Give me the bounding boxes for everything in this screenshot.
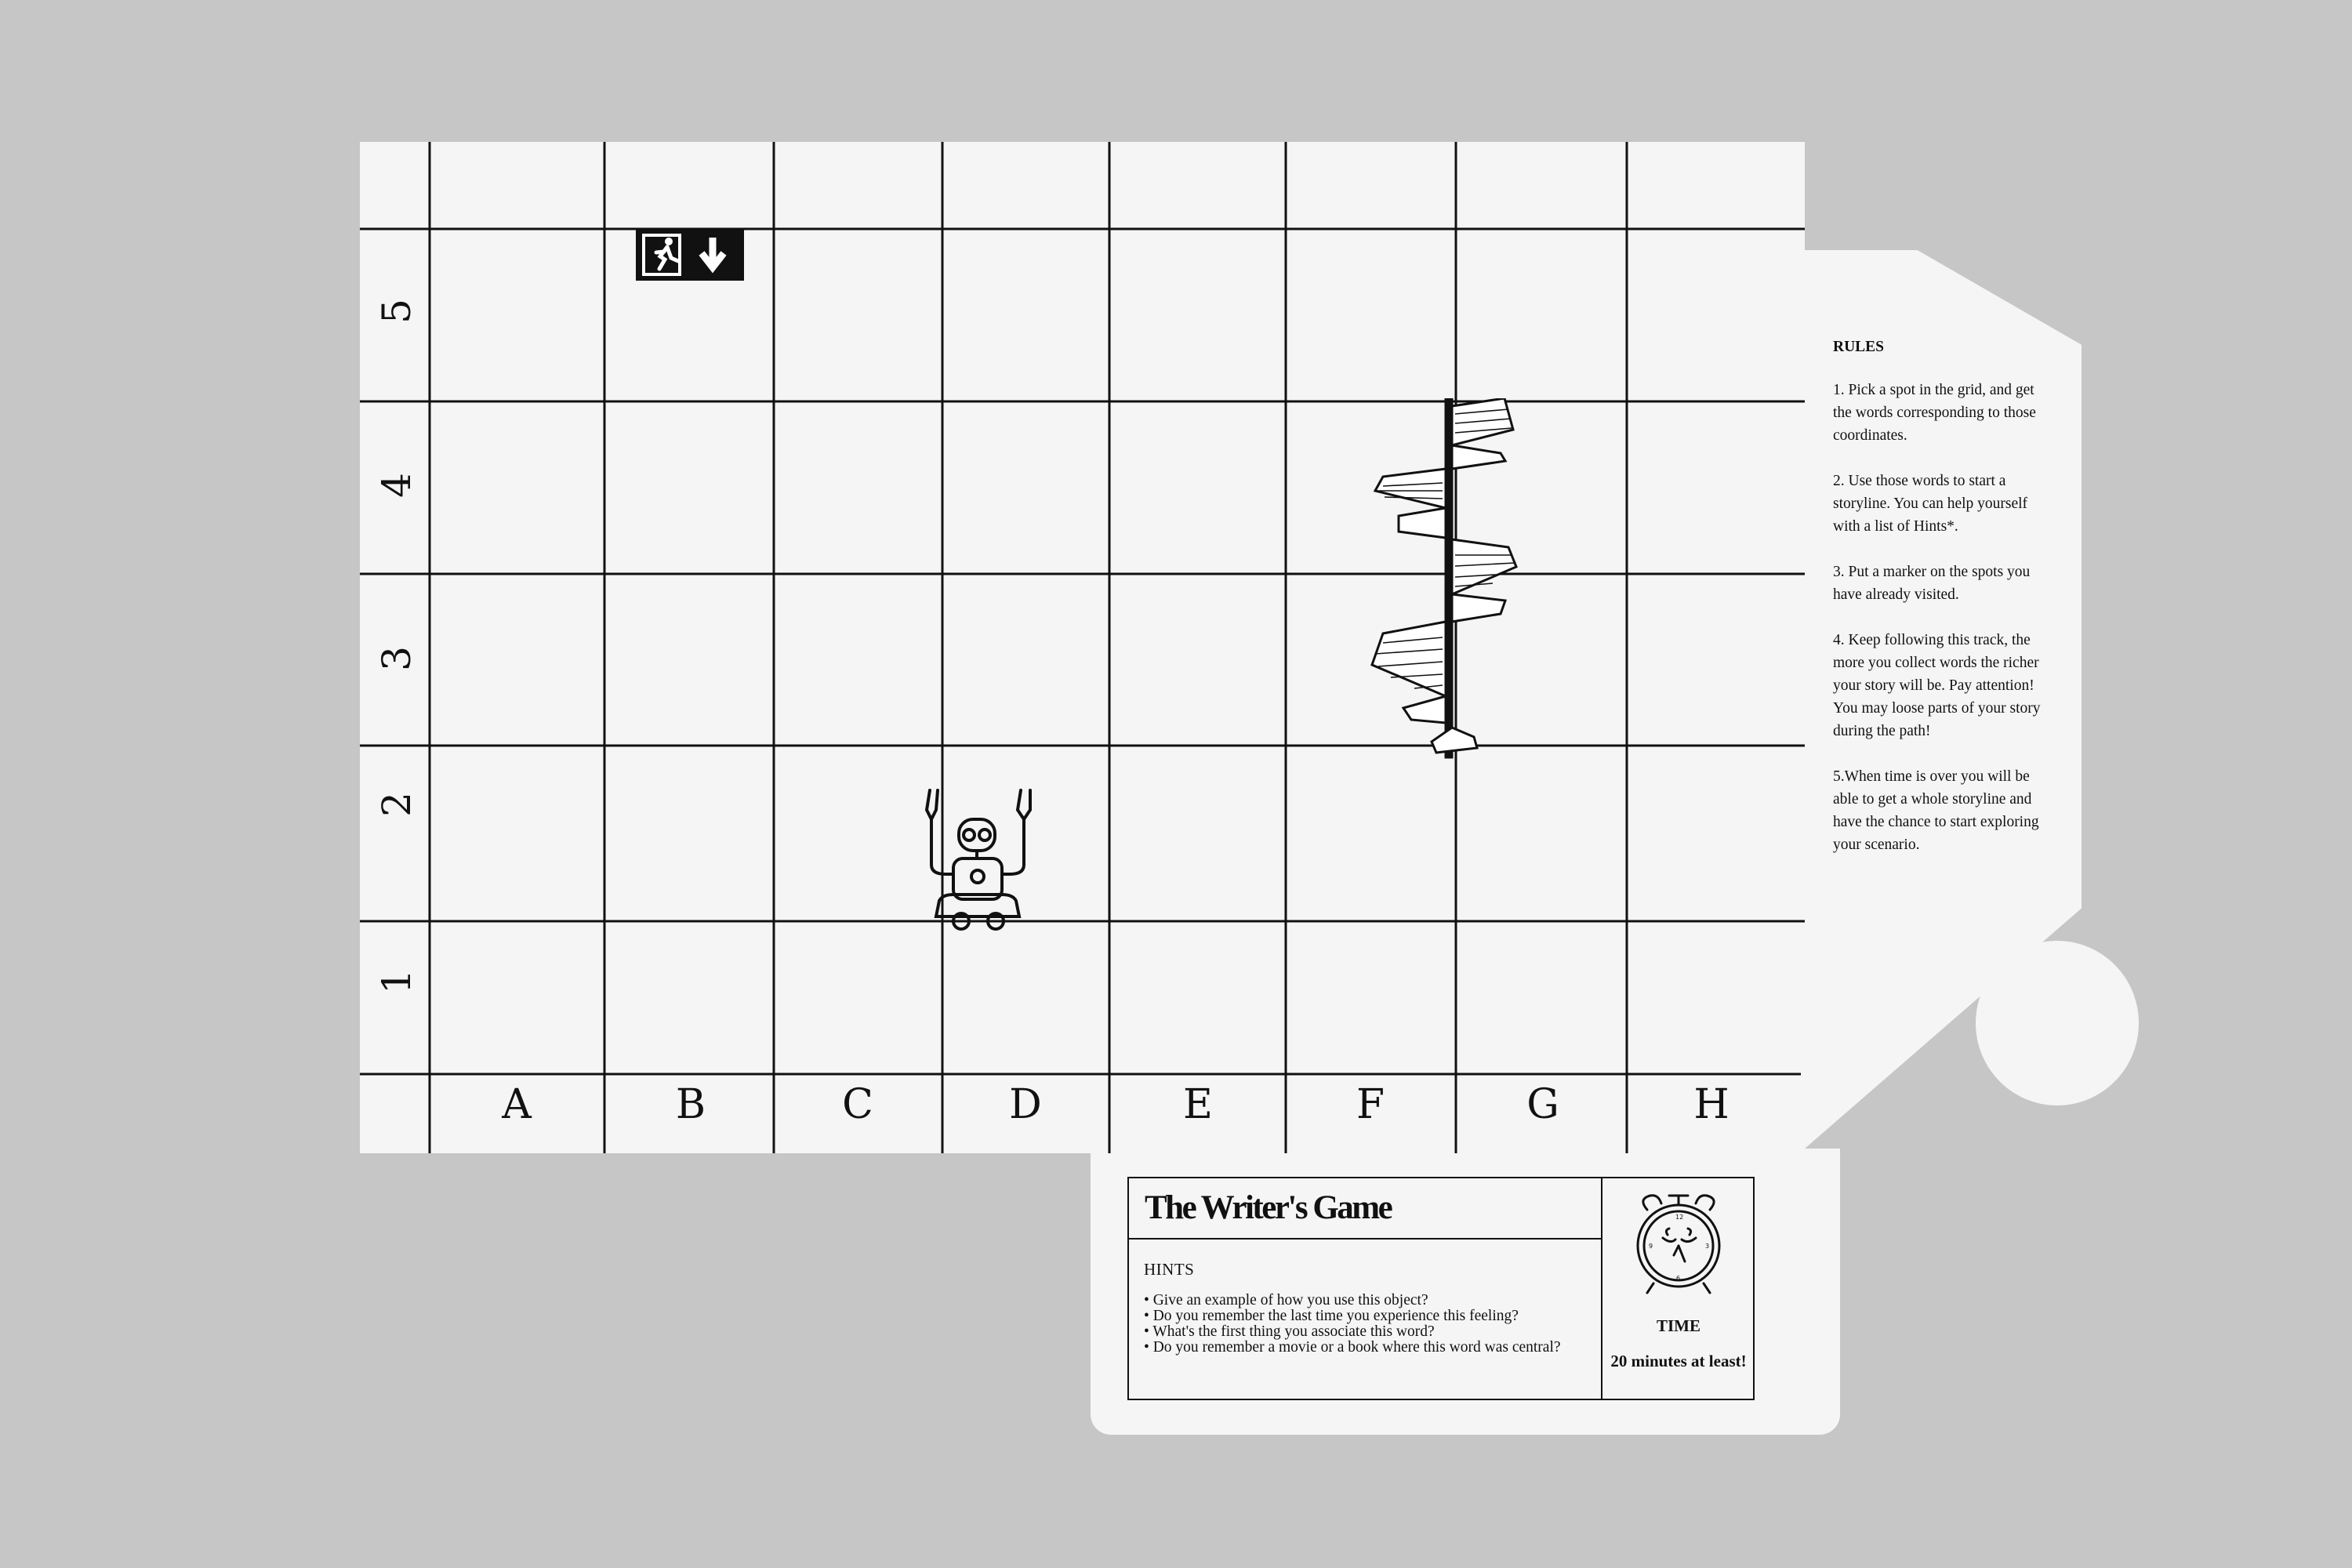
rule-item: 3. Put a marker on the spots you have already visited.: [1833, 564, 2031, 603]
rule-item: 5.When time is over you will be able to get a whole storyline and have the chance to start exploring your scenario.: [1833, 768, 2039, 853]
hints-title: HINTS: [1144, 1260, 1195, 1279]
emergency-exit-icon: [636, 228, 744, 281]
hint-item: • Give an example of how you use this object?: [1144, 1292, 1428, 1308]
spiral-staircase-icon: [1367, 398, 1540, 759]
column-label-f: F: [1356, 1081, 1385, 1128]
time-value: 20 minutes at least!: [1610, 1352, 1747, 1370]
hint-item: • What's the first thing you associate this word?: [1144, 1323, 1435, 1340]
column-label-a: A: [502, 1081, 532, 1128]
svg-text:3: 3: [1705, 1243, 1710, 1250]
rule-item: 4. Keep following this track, the more you collect words the richer your story will be. Pay attention! You may loose parts of your story during the path!: [1833, 632, 2041, 739]
svg-text:9: 9: [1649, 1243, 1653, 1250]
column-label-e: E: [1183, 1081, 1213, 1128]
card-divider: [1129, 1238, 1601, 1240]
row-label-2: 2: [374, 792, 419, 817]
row-label-3: 3: [374, 646, 419, 671]
rules-title: RULES: [1833, 339, 1885, 355]
robot-icon: [916, 786, 1049, 935]
column-label-b: B: [675, 1081, 706, 1128]
row-label-1: 1: [374, 969, 419, 994]
row-label-5: 5: [374, 299, 419, 324]
column-label-g: G: [1526, 1081, 1559, 1128]
rules-panel: [1833, 336, 2046, 879]
rule-item: 2. Use those words to start a storyline. You can help yourself with a list of Hints*.: [1833, 473, 2028, 535]
time-label: TIME: [1656, 1316, 1700, 1335]
row-label-4: 4: [374, 473, 419, 498]
svg-text:12: 12: [1675, 1214, 1684, 1221]
hints-list: [1144, 1293, 1591, 1356]
hint-item: • Do you remember a movie or a book where this word was central?: [1144, 1339, 1561, 1356]
svg-text:6: 6: [1676, 1275, 1681, 1282]
column-label-c: C: [842, 1081, 873, 1128]
hint-item: • Do you remember the last time you experience this feeling?: [1144, 1308, 1519, 1324]
game-info-card: [1127, 1177, 1755, 1400]
column-label-d: D: [1009, 1081, 1042, 1128]
alarm-clock-icon: [1624, 1191, 1733, 1297]
column-label-h: H: [1693, 1081, 1730, 1128]
game-title: The Writer's Game: [1145, 1189, 1392, 1226]
rule-item: 1. Pick a spot in the grid, and get the words corresponding to those coordinates.: [1833, 382, 2036, 444]
